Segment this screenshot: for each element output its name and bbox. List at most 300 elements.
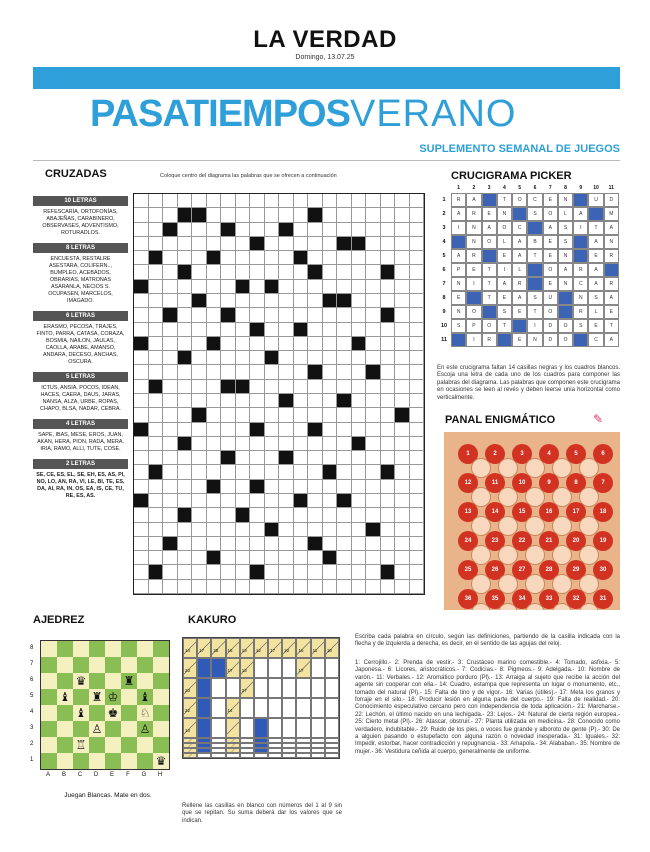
crossword-cell[interactable] — [192, 465, 207, 479]
crossword-cell[interactable] — [250, 451, 265, 465]
kakuro-cell[interactable] — [211, 678, 225, 698]
crossword-cell[interactable] — [323, 223, 338, 237]
crossword-cell[interactable] — [279, 465, 294, 479]
crossword-cell[interactable] — [366, 451, 381, 465]
crossword-cell[interactable] — [352, 280, 367, 294]
crossword-cell[interactable] — [250, 194, 265, 208]
crossword-cell[interactable] — [207, 437, 222, 451]
chess-square[interactable] — [153, 641, 169, 657]
crossword-cell[interactable] — [366, 280, 381, 294]
crossword-cell[interactable] — [250, 465, 265, 479]
crossword-cell[interactable] — [294, 423, 309, 437]
crossword-cell[interactable] — [221, 537, 236, 551]
chess-square[interactable]: ♙ — [89, 721, 105, 737]
panal-number-cell[interactable]: 1 — [458, 444, 478, 464]
crossword-cell[interactable] — [134, 465, 149, 479]
chess-square[interactable] — [121, 737, 137, 753]
crossword-cell[interactable] — [366, 565, 381, 579]
picker-cell[interactable]: E — [604, 305, 619, 319]
picker-cell[interactable] — [482, 249, 497, 263]
crossword-cell[interactable] — [192, 494, 207, 508]
crossword-cell[interactable] — [294, 323, 309, 337]
kakuro-cell[interactable] — [240, 698, 254, 718]
chess-square[interactable] — [121, 721, 137, 737]
crossword-cell[interactable] — [352, 380, 367, 394]
crossword-cell[interactable] — [308, 408, 323, 422]
crossword-cell[interactable] — [178, 365, 193, 379]
crossword-cell[interactable] — [250, 408, 265, 422]
crossword-cell[interactable] — [279, 251, 294, 265]
crossword-cell[interactable] — [323, 451, 338, 465]
crossword-cell[interactable] — [163, 480, 178, 494]
crossword-cell[interactable] — [163, 265, 178, 279]
chess-square[interactable]: ♙ — [137, 721, 153, 737]
crossword-cell[interactable] — [323, 494, 338, 508]
crossword-cell[interactable] — [381, 537, 396, 551]
crossword-cell[interactable] — [178, 551, 193, 565]
kakuro-cell[interactable] — [183, 718, 197, 738]
crossword-cell[interactable] — [149, 508, 164, 522]
crossword-cell[interactable] — [178, 380, 193, 394]
crossword-cell[interactable] — [410, 351, 425, 365]
picker-cell[interactable] — [466, 291, 481, 305]
picker-grid[interactable] — [437, 193, 619, 347]
chess-square[interactable]: ♜ — [89, 689, 105, 705]
crossword-cell[interactable] — [149, 465, 164, 479]
chess-square[interactable] — [57, 641, 73, 657]
crossword-cell[interactable] — [352, 437, 367, 451]
crossword-cell[interactable] — [337, 480, 352, 494]
picker-cell[interactable]: I — [466, 333, 481, 347]
crossword-cell[interactable] — [134, 294, 149, 308]
crossword-cell[interactable] — [395, 308, 410, 322]
chess-square[interactable] — [121, 753, 137, 769]
panal-number-cell[interactable]: 36 — [458, 589, 478, 609]
picker-cell[interactable]: T — [604, 319, 619, 333]
crossword-cell[interactable] — [337, 365, 352, 379]
crossword-cell[interactable] — [265, 294, 280, 308]
crossword-cell[interactable] — [163, 580, 178, 594]
picker-cell[interactable]: A — [588, 277, 603, 291]
panal-number-cell[interactable]: 29 — [566, 560, 586, 580]
crossword-cell[interactable] — [323, 437, 338, 451]
chess-square[interactable]: ♛ — [73, 673, 89, 689]
crossword-cell[interactable] — [395, 465, 410, 479]
crossword-cell[interactable] — [178, 523, 193, 537]
crossword-cell[interactable] — [279, 223, 294, 237]
crossword-cell[interactable] — [163, 337, 178, 351]
crossword-cell[interactable] — [207, 551, 222, 565]
crossword-cell[interactable] — [149, 265, 164, 279]
kakuro-cell[interactable] — [325, 678, 339, 698]
crossword-cell[interactable] — [395, 323, 410, 337]
crossword-cell[interactable] — [410, 265, 425, 279]
crossword-cell[interactable] — [279, 394, 294, 408]
crossword-cell[interactable] — [410, 437, 425, 451]
crossword-cell[interactable] — [323, 280, 338, 294]
panal-number-cell[interactable]: 8 — [566, 473, 586, 493]
crossword-cell[interactable] — [250, 351, 265, 365]
crossword-cell[interactable] — [308, 551, 323, 565]
crossword-cell[interactable] — [294, 237, 309, 251]
crossword-cell[interactable] — [352, 251, 367, 265]
kakuro-cell[interactable] — [211, 718, 225, 738]
picker-cell[interactable] — [451, 235, 466, 249]
crossword-cell[interactable] — [134, 251, 149, 265]
crossword-cell[interactable] — [221, 265, 236, 279]
crossword-cell[interactable] — [192, 294, 207, 308]
crossword-cell[interactable] — [279, 380, 294, 394]
picker-cell[interactable] — [573, 249, 588, 263]
crossword-cell[interactable] — [395, 565, 410, 579]
panal-number-cell[interactable]: 19 — [593, 531, 613, 551]
crossword-cell[interactable] — [134, 351, 149, 365]
crossword-cell[interactable] — [178, 537, 193, 551]
kakuro-cell[interactable] — [254, 698, 268, 718]
kakuro-cell[interactable] — [268, 638, 282, 658]
picker-cell[interactable]: N — [451, 277, 466, 291]
crossword-cell[interactable] — [366, 351, 381, 365]
crossword-cell[interactable] — [250, 208, 265, 222]
crossword-cell[interactable] — [192, 508, 207, 522]
picker-cell[interactable]: A — [482, 221, 497, 235]
picker-cell[interactable]: R — [451, 193, 466, 207]
panal-number-cell[interactable]: 35 — [485, 589, 505, 609]
crossword-cell[interactable] — [149, 437, 164, 451]
crossword-cell[interactable] — [323, 308, 338, 322]
picker-cell[interactable]: S — [573, 319, 588, 333]
picker-cell[interactable]: O — [558, 319, 573, 333]
crossword-cell[interactable] — [323, 194, 338, 208]
crossword-cell[interactable] — [192, 365, 207, 379]
chess-square[interactable]: ♝ — [137, 689, 153, 705]
crossword-cell[interactable] — [366, 323, 381, 337]
crossword-cell[interactable] — [381, 394, 396, 408]
crossword-cell[interactable] — [410, 451, 425, 465]
crossword-cell[interactable] — [221, 423, 236, 437]
crossword-cell[interactable] — [163, 437, 178, 451]
crossword-cell[interactable] — [323, 465, 338, 479]
crossword-cell[interactable] — [294, 408, 309, 422]
crossword-cell[interactable] — [236, 551, 251, 565]
crossword-cell[interactable] — [163, 508, 178, 522]
crossword-cell[interactable] — [236, 380, 251, 394]
crossword-cell[interactable] — [149, 323, 164, 337]
crossword-cell[interactable] — [323, 323, 338, 337]
crossword-cell[interactable] — [337, 208, 352, 222]
crossword-cell[interactable] — [192, 537, 207, 551]
picker-cell[interactable]: N — [558, 249, 573, 263]
crossword-cell[interactable] — [149, 251, 164, 265]
picker-cell[interactable]: A — [451, 249, 466, 263]
crossword-cell[interactable] — [337, 223, 352, 237]
kakuro-cell[interactable] — [282, 753, 296, 758]
crossword-cell[interactable] — [192, 523, 207, 537]
crossword-cell[interactable] — [265, 337, 280, 351]
crossword-cell[interactable] — [178, 480, 193, 494]
crossword-cell[interactable] — [163, 251, 178, 265]
crossword-cell[interactable] — [250, 508, 265, 522]
picker-cell[interactable]: D — [604, 193, 619, 207]
crossword-cell[interactable] — [410, 251, 425, 265]
chess-square[interactable] — [73, 753, 89, 769]
chess-square[interactable] — [105, 721, 121, 737]
kakuro-cell[interactable] — [226, 658, 240, 678]
kakuro-cell[interactable] — [183, 678, 197, 698]
crossword-cell[interactable] — [279, 265, 294, 279]
kakuro-cell[interactable] — [282, 658, 296, 678]
crossword-cell[interactable] — [366, 394, 381, 408]
picker-cell[interactable]: D — [543, 333, 558, 347]
crossword-cell[interactable] — [352, 294, 367, 308]
crossword-cell[interactable] — [134, 365, 149, 379]
crossword-cell[interactable] — [381, 580, 396, 594]
kakuro-cell[interactable] — [197, 638, 211, 658]
cruzadas-grid[interactable] — [133, 193, 425, 595]
panal-number-cell[interactable]: 22 — [512, 531, 532, 551]
kakuro-cell[interactable] — [211, 638, 225, 658]
crossword-cell[interactable] — [265, 565, 280, 579]
crossword-cell[interactable] — [352, 223, 367, 237]
chess-square[interactable] — [153, 657, 169, 673]
picker-cell[interactable]: T — [497, 319, 512, 333]
crossword-cell[interactable] — [192, 423, 207, 437]
crossword-cell[interactable] — [294, 223, 309, 237]
crossword-cell[interactable] — [279, 194, 294, 208]
crossword-cell[interactable] — [178, 294, 193, 308]
crossword-cell[interactable] — [337, 408, 352, 422]
crossword-cell[interactable] — [323, 580, 338, 594]
crossword-cell[interactable] — [294, 351, 309, 365]
chess-square[interactable] — [73, 657, 89, 673]
crossword-cell[interactable] — [294, 465, 309, 479]
chess-square[interactable] — [89, 737, 105, 753]
kakuro-cell[interactable] — [325, 658, 339, 678]
crossword-cell[interactable] — [308, 365, 323, 379]
crossword-cell[interactable] — [250, 223, 265, 237]
crossword-cell[interactable] — [294, 451, 309, 465]
crossword-cell[interactable] — [134, 523, 149, 537]
crossword-cell[interactable] — [395, 408, 410, 422]
chess-square[interactable] — [153, 721, 169, 737]
chess-board[interactable] — [40, 640, 170, 770]
crossword-cell[interactable] — [337, 465, 352, 479]
picker-cell[interactable] — [527, 263, 542, 277]
crossword-cell[interactable] — [207, 337, 222, 351]
kakuro-cell[interactable] — [282, 678, 296, 698]
picker-cell[interactable] — [512, 207, 527, 221]
picker-cell[interactable]: A — [604, 291, 619, 305]
picker-cell[interactable]: A — [512, 249, 527, 263]
crossword-cell[interactable] — [236, 194, 251, 208]
crossword-cell[interactable] — [352, 408, 367, 422]
picker-cell[interactable]: O — [558, 333, 573, 347]
crossword-cell[interactable] — [279, 408, 294, 422]
kakuro-cell[interactable] — [296, 718, 310, 738]
picker-cell[interactable]: I — [497, 263, 512, 277]
panal-number-cell[interactable]: 25 — [458, 560, 478, 580]
crossword-cell[interactable] — [192, 394, 207, 408]
crossword-cell[interactable] — [381, 380, 396, 394]
picker-cell[interactable]: R — [466, 207, 481, 221]
crossword-cell[interactable] — [308, 323, 323, 337]
crossword-cell[interactable] — [337, 380, 352, 394]
crossword-cell[interactable] — [250, 337, 265, 351]
crossword-cell[interactable] — [366, 494, 381, 508]
crossword-cell[interactable] — [381, 280, 396, 294]
chess-square[interactable] — [89, 657, 105, 673]
crossword-cell[interactable] — [323, 480, 338, 494]
crossword-cell[interactable] — [163, 537, 178, 551]
crossword-cell[interactable] — [395, 351, 410, 365]
crossword-cell[interactable] — [381, 523, 396, 537]
chess-square[interactable] — [73, 641, 89, 657]
crossword-cell[interactable] — [323, 365, 338, 379]
panal-number-cell[interactable]: 24 — [458, 531, 478, 551]
chess-square[interactable] — [89, 641, 105, 657]
crossword-cell[interactable] — [352, 237, 367, 251]
crossword-cell[interactable] — [207, 580, 222, 594]
crossword-cell[interactable] — [250, 437, 265, 451]
picker-cell[interactable]: R — [512, 277, 527, 291]
crossword-cell[interactable] — [395, 265, 410, 279]
crossword-cell[interactable] — [265, 408, 280, 422]
crossword-cell[interactable] — [381, 465, 396, 479]
crossword-cell[interactable] — [294, 337, 309, 351]
crossword-cell[interactable] — [366, 365, 381, 379]
crossword-cell[interactable] — [221, 308, 236, 322]
crossword-cell[interactable] — [337, 294, 352, 308]
crossword-cell[interactable] — [178, 451, 193, 465]
kakuro-cell[interactable] — [226, 678, 240, 698]
crossword-cell[interactable] — [410, 365, 425, 379]
chess-square[interactable] — [153, 689, 169, 705]
crossword-cell[interactable] — [250, 580, 265, 594]
crossword-cell[interactable] — [236, 265, 251, 279]
chess-square[interactable] — [73, 721, 89, 737]
crossword-cell[interactable] — [352, 551, 367, 565]
kakuro-cell[interactable] — [226, 698, 240, 718]
picker-cell[interactable]: N — [451, 305, 466, 319]
kakuro-cell[interactable] — [296, 678, 310, 698]
chess-square[interactable] — [57, 705, 73, 721]
crossword-cell[interactable] — [207, 523, 222, 537]
crossword-cell[interactable] — [410, 237, 425, 251]
crossword-cell[interactable] — [178, 394, 193, 408]
crossword-cell[interactable] — [308, 394, 323, 408]
crossword-cell[interactable] — [265, 580, 280, 594]
picker-cell[interactable]: C — [573, 277, 588, 291]
crossword-cell[interactable] — [410, 465, 425, 479]
crossword-cell[interactable] — [192, 308, 207, 322]
picker-cell[interactable]: S — [558, 235, 573, 249]
crossword-cell[interactable] — [134, 323, 149, 337]
crossword-cell[interactable] — [323, 351, 338, 365]
picker-cell[interactable]: S — [588, 291, 603, 305]
picker-cell[interactable]: T — [527, 305, 542, 319]
crossword-cell[interactable] — [381, 423, 396, 437]
crossword-cell[interactable] — [294, 551, 309, 565]
chess-square[interactable]: ♛ — [153, 753, 169, 769]
kakuro-cell[interactable] — [268, 698, 282, 718]
crossword-cell[interactable] — [236, 494, 251, 508]
crossword-cell[interactable] — [308, 294, 323, 308]
picker-cell[interactable]: B — [527, 235, 542, 249]
crossword-cell[interactable] — [207, 280, 222, 294]
panal-number-cell[interactable]: 23 — [485, 531, 505, 551]
crossword-cell[interactable] — [308, 208, 323, 222]
crossword-cell[interactable] — [366, 194, 381, 208]
crossword-cell[interactable] — [178, 223, 193, 237]
picker-cell[interactable]: N — [558, 193, 573, 207]
crossword-cell[interactable] — [236, 580, 251, 594]
crossword-cell[interactable] — [134, 565, 149, 579]
picker-cell[interactable] — [527, 277, 542, 291]
crossword-cell[interactable] — [207, 451, 222, 465]
crossword-cell[interactable] — [221, 323, 236, 337]
crossword-cell[interactable] — [192, 280, 207, 294]
crossword-cell[interactable] — [149, 423, 164, 437]
crossword-cell[interactable] — [279, 323, 294, 337]
crossword-cell[interactable] — [236, 351, 251, 365]
crossword-cell[interactable] — [221, 465, 236, 479]
chess-square[interactable] — [57, 673, 73, 689]
crossword-cell[interactable] — [279, 551, 294, 565]
chess-square[interactable] — [105, 737, 121, 753]
crossword-cell[interactable] — [410, 423, 425, 437]
crossword-cell[interactable] — [236, 337, 251, 351]
kakuro-cell[interactable] — [282, 718, 296, 738]
chess-square[interactable] — [121, 705, 137, 721]
crossword-cell[interactable] — [308, 580, 323, 594]
crossword-cell[interactable] — [163, 280, 178, 294]
picker-cell[interactable] — [558, 291, 573, 305]
crossword-cell[interactable] — [236, 451, 251, 465]
crossword-cell[interactable] — [337, 323, 352, 337]
chess-square[interactable] — [41, 657, 57, 673]
crossword-cell[interactable] — [134, 423, 149, 437]
crossword-cell[interactable] — [279, 537, 294, 551]
picker-cell[interactable]: A — [604, 221, 619, 235]
picker-cell[interactable]: T — [588, 221, 603, 235]
picker-cell[interactable]: A — [512, 235, 527, 249]
kakuro-cell[interactable] — [183, 638, 197, 658]
panal-number-cell[interactable]: 21 — [539, 531, 559, 551]
crossword-cell[interactable] — [134, 580, 149, 594]
crossword-cell[interactable] — [410, 523, 425, 537]
panal-number-cell[interactable]: 30 — [593, 560, 613, 580]
picker-cell[interactable]: E — [512, 333, 527, 347]
picker-cell[interactable] — [497, 333, 512, 347]
crossword-cell[interactable] — [395, 480, 410, 494]
crossword-cell[interactable] — [337, 194, 352, 208]
picker-cell[interactable]: E — [543, 277, 558, 291]
crossword-cell[interactable] — [236, 480, 251, 494]
kakuro-cell[interactable] — [311, 638, 325, 658]
crossword-cell[interactable] — [337, 580, 352, 594]
crossword-cell[interactable] — [221, 394, 236, 408]
crossword-cell[interactable] — [207, 408, 222, 422]
crossword-cell[interactable] — [352, 523, 367, 537]
crossword-cell[interactable] — [366, 537, 381, 551]
kakuro-cell[interactable] — [296, 638, 310, 658]
crossword-cell[interactable] — [381, 508, 396, 522]
crossword-cell[interactable] — [352, 580, 367, 594]
picker-cell[interactable]: C — [512, 221, 527, 235]
crossword-cell[interactable] — [265, 523, 280, 537]
crossword-cell[interactable] — [323, 237, 338, 251]
crossword-cell[interactable] — [178, 337, 193, 351]
